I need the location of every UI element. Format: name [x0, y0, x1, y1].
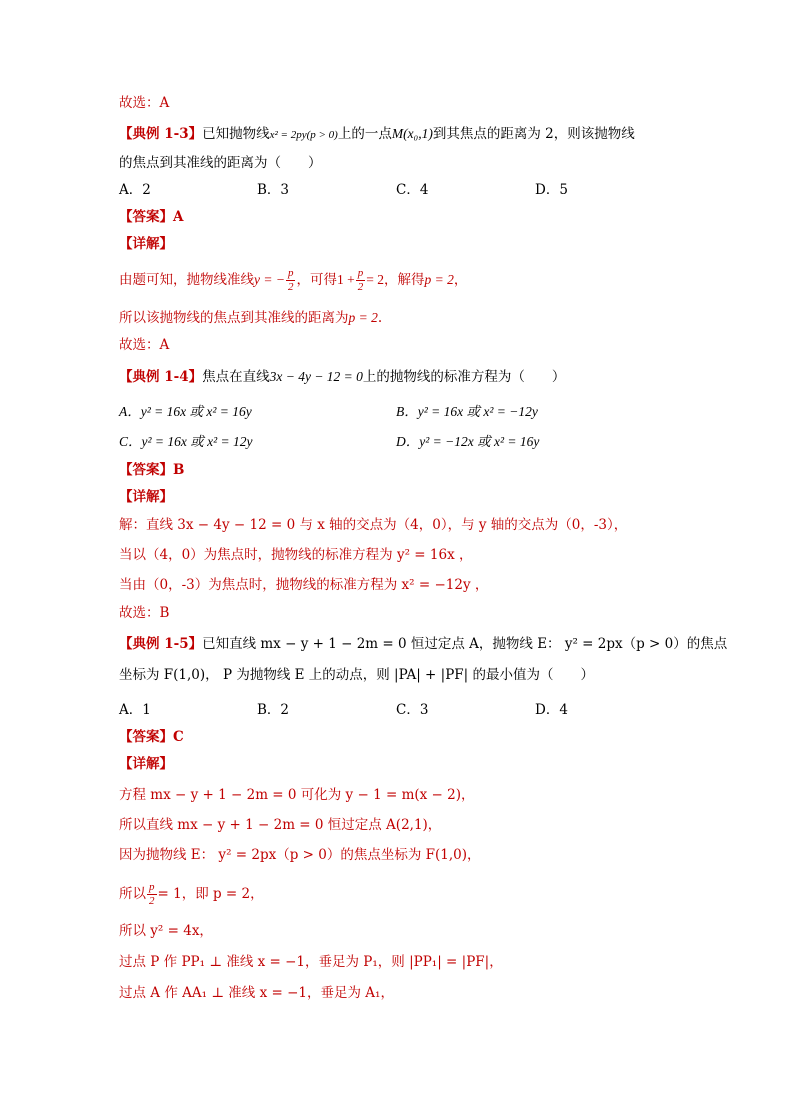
detail-label: 【详解】	[119, 489, 173, 505]
math-equation: x² = 2py(p > 0)	[269, 129, 338, 141]
option-a: A．1	[119, 702, 151, 718]
option-d: D．5	[535, 182, 568, 198]
solution-line: 方程 mx − y + 1 − 2m = 0 可化为 y − 1 = m(x − 2)，	[119, 787, 475, 803]
answer-choice-line: 故选：A	[119, 95, 170, 111]
example-tag: 【典例 1-5】	[119, 636, 203, 652]
solution-line: 当以（4，0）为焦点时，抛物线的标准方程为 y² = 16x ，	[119, 547, 473, 563]
option-d: D．y² = −12x 或 x² = 16y	[396, 434, 540, 449]
solution-line-1	[119, 268, 467, 293]
math-expr: 1 +	[336, 272, 355, 287]
example-1-3-question-line-2: 的焦点到其准线的距离为（ ）	[119, 155, 322, 171]
detail-label: 【详解】	[119, 756, 173, 772]
math-expr: p = 2	[348, 310, 378, 325]
option-b: B．3	[257, 182, 290, 198]
option-a: A．2	[119, 182, 151, 198]
option-c: C．3	[396, 702, 429, 718]
solution-line: 所以直线 mx − y + 1 − 2m = 0 恒过定点 A(2,1)，	[119, 817, 442, 833]
solution-text: 所以	[119, 886, 146, 902]
option-b: B．y² = 16x 或 x² = −12y	[396, 404, 538, 419]
solution-line: 因为抛物线 E： y² = 2px（p > 0）的焦点坐标为 F(1,0)，	[119, 847, 481, 863]
question-text: 到其焦点的距离为 2，则该抛物线	[432, 126, 635, 142]
solution-text: 由题可知，抛物线准线	[119, 272, 254, 288]
math-equation: 3x − 4y − 12 = 0	[269, 369, 363, 384]
example-1-4-question	[119, 370, 565, 385]
detail-label: 【详解】	[119, 236, 173, 252]
solution-line-2	[119, 311, 382, 326]
answer-choice-line: 故选：B	[119, 605, 170, 621]
option-b: B．2	[257, 702, 290, 718]
option-a: A．y² = 16x 或 x² = 16y	[119, 404, 252, 419]
solution-line: 过点 P 作 PP₁ ⊥ 准线 x = −1，垂足为 P₁，则 |PP₁| = |PF|，	[119, 954, 503, 970]
option-d: D．4	[535, 702, 568, 718]
option-c: C．4	[396, 182, 429, 198]
math-fraction: $\frac{p}{2}$	[287, 267, 294, 293]
math-fraction: $\frac{p}{2}$	[357, 267, 364, 293]
example-1-3-question-line-1	[119, 127, 635, 142]
solution-text: ，解得	[383, 272, 425, 288]
example-tag: 【典例 1-3】	[119, 126, 203, 142]
example-1-5-question-line-1	[119, 638, 727, 652]
solution-line: 当由（0，-3）为焦点时，抛物线的标准方程为 x² = −12y ，	[119, 577, 489, 593]
solution-text: = 1，即 p = 2，	[157, 886, 264, 902]
answer-label: 【答案】B	[119, 462, 185, 478]
solution-line	[119, 882, 264, 907]
solution-text: 所以该抛物线的焦点到其准线的距离为	[119, 310, 349, 326]
answer-label: 【答案】C	[119, 729, 184, 745]
solution-text: ，	[453, 272, 468, 288]
math-expr: = 2	[366, 272, 384, 287]
question-text: 上的抛物线的标准方程为（ ）	[362, 369, 566, 385]
solution-line: 解：直线 3x − 4y − 12 = 0 与 x 轴的交点为（4，0），与 y 轴的交点为（0，-3），	[119, 517, 628, 533]
answer-choice-line: 故选：A	[119, 337, 170, 353]
question-text: 上的一点	[337, 126, 392, 142]
math-expr: p = 2	[424, 272, 454, 287]
example-1-5-question-line-2: 坐标为 F(1,0)， P 为抛物线 E 上的动点，则 |PA| + |PF| 的最小值为（ ）	[119, 667, 594, 683]
math-fraction: $\frac{p}{2}$	[149, 881, 155, 907]
solution-line: 所以 y² = 4x，	[119, 923, 213, 939]
solution-text: .	[377, 310, 383, 326]
math-expr: y = −	[254, 272, 285, 287]
solution-text: ，可得	[296, 272, 337, 288]
question-text: 已知直线 mx − y + 1 − 2m = 0 恒过定点 A，抛物线 E： y² = 2px（p > 0）的焦点	[202, 636, 728, 652]
example-tag: 【典例 1-4】	[119, 369, 203, 385]
solution-line: 过点 A 作 AA₁ ⊥ 准线 x = −1，垂足为 A₁，	[119, 985, 394, 1001]
answer-label: 【答案】A	[119, 209, 184, 225]
math-point: M(x₀,1)	[391, 126, 433, 141]
question-text: 已知抛物线	[202, 126, 270, 142]
question-text: 焦点在直线	[202, 369, 270, 385]
option-c: C．y² = 16x 或 x² = 12y	[119, 434, 253, 449]
